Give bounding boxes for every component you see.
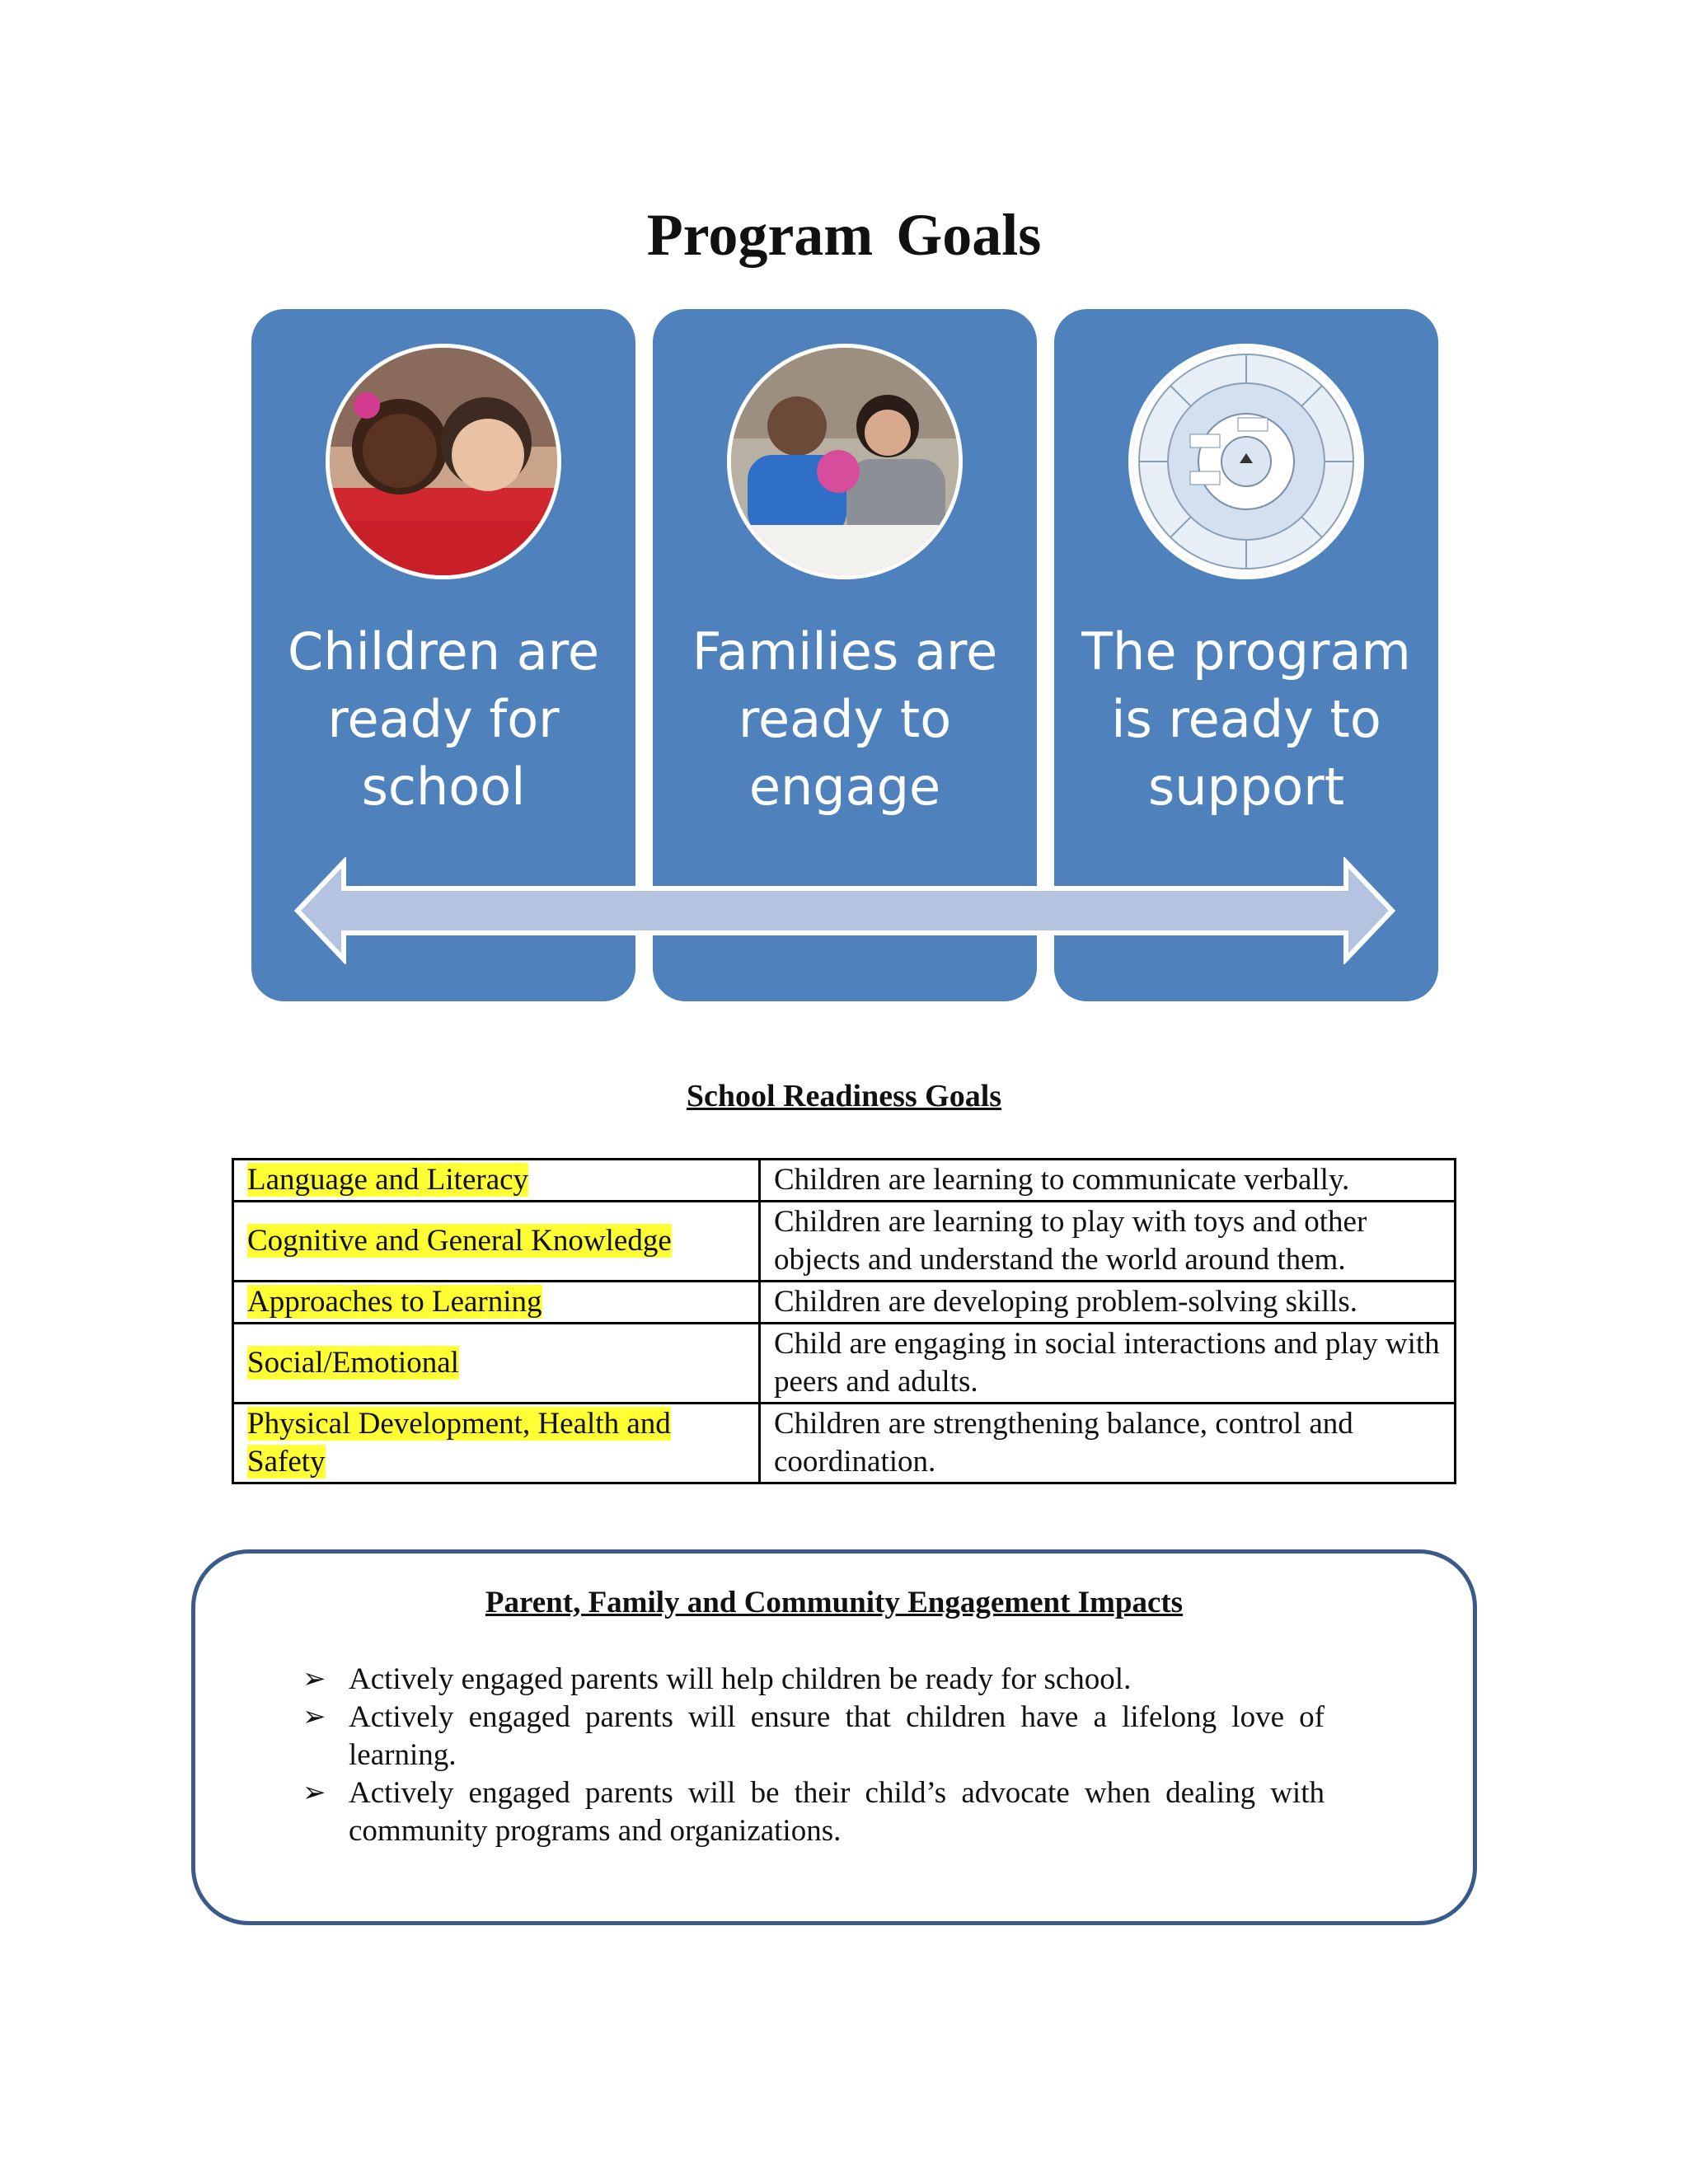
school-readiness-heading: School Readiness Goals <box>686 1079 1002 1113</box>
description-cell: Children are strengthening balance, control and coordination. <box>760 1404 1456 1483</box>
domain-label: Language and Literacy <box>247 1163 529 1197</box>
table-row <box>233 1160 1456 1202</box>
domain-label: Social/Emotional <box>247 1346 459 1380</box>
school-readiness-table <box>232 1158 1456 1484</box>
domain-cell <box>233 1160 760 1202</box>
children-photo <box>326 344 561 579</box>
program-goals-graphic <box>251 309 1438 1001</box>
page-title: Program Goals <box>646 202 1042 268</box>
arrowhead-bullet-icon: ➢ <box>302 1778 326 1808</box>
description-cell: Children are learning to play with toys and other objects and understand the world around them. <box>760 1202 1456 1282</box>
impact-text: Actively engaged parents will ensure that children have a lifelong love of learning. <box>349 1700 1325 1772</box>
list-item <box>302 1661 1325 1699</box>
domain-label: Approaches to Learning <box>247 1285 542 1319</box>
framework-diagram <box>1128 344 1364 579</box>
impact-text: Actively engaged parents will help children be ready for school. <box>349 1662 1132 1696</box>
domain-label: Physical Development, Health and Safety <box>247 1407 671 1479</box>
goal-label-children: Children are ready for school <box>288 621 599 817</box>
domain-cell <box>233 1282 760 1324</box>
domain-cell <box>233 1404 760 1483</box>
arrowhead-bullet-icon: ➢ <box>302 1664 326 1694</box>
double-arrow-icon <box>293 857 1397 964</box>
impacts-list <box>302 1661 1325 1850</box>
description-cell: Children are developing problem-solving skills. <box>760 1282 1456 1324</box>
arrowhead-bullet-icon: ➢ <box>302 1702 326 1732</box>
goal-label-families: Families are ready to engage <box>692 621 998 817</box>
list-item <box>302 1774 1325 1850</box>
table-row <box>233 1324 1456 1404</box>
family-photo <box>727 344 963 579</box>
impact-text: Actively engaged parents will be their child’s advocate when dealing with community programs and organizations. <box>349 1776 1325 1848</box>
table-row <box>233 1404 1456 1483</box>
impacts-title: Parent, Family and Community Engagement Impacts <box>485 1586 1184 1619</box>
domain-label: Cognitive and General Knowledge <box>247 1224 672 1258</box>
description-cell: Child are engaging in social interactions and play with peers and adults. <box>760 1324 1456 1404</box>
goal-label-program: The program is ready to support <box>1081 621 1411 817</box>
domain-cell <box>233 1324 760 1404</box>
domain-cell <box>233 1202 760 1282</box>
table-row <box>233 1282 1456 1324</box>
table-row <box>233 1202 1456 1282</box>
list-item <box>302 1699 1325 1774</box>
engagement-impacts-box <box>191 1549 1477 1925</box>
description-cell: Children are learning to communicate verbally. <box>760 1160 1456 1202</box>
